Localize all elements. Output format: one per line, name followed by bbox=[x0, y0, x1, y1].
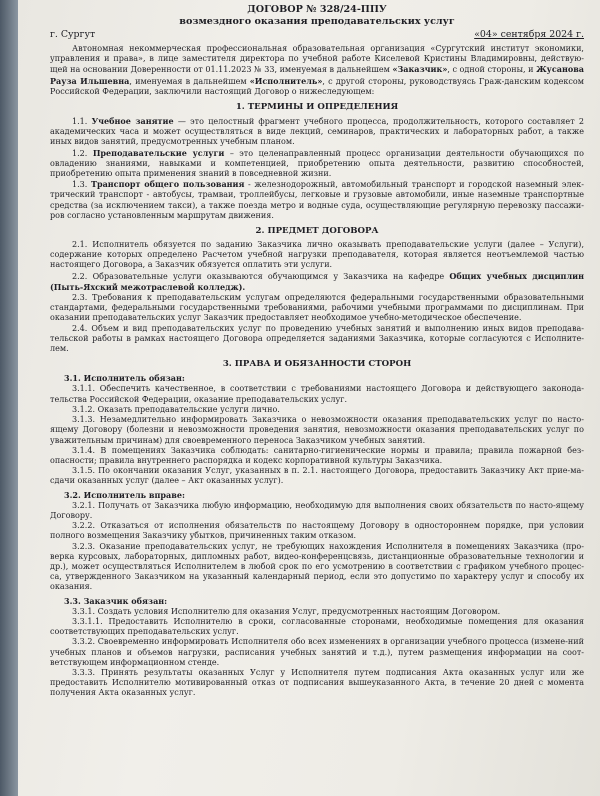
clause-3-2-3: 3.2.3. Оказание преподавательских услуг, не требующих нахождения Исполнителя в помещениях Заказчика (про-верка курсовых, лабораторных, дипломных работ, видео-конференцсвязь, дистанционные образовательные технологии и др.), может осуществляться Исполнителем в любой срок по его усмотрению в соответствии с графиком учебного процес-са, утвержденного Заказчиком на указанный календарный период, если это допустимо по характеру услуг и способу их оказания. bbox=[50, 541, 584, 592]
clause-3-1-5: 3.1.5. По окончании оказания Услуг, указанных в п. 2.1. настоящего Договора, предоставить Заказчику Акт прие-ма-сдачи оказанных услуг (далее – Акт оказанных услуг). bbox=[50, 466, 584, 486]
preamble-part: , именуемая в дальнейшем bbox=[129, 76, 250, 86]
term: Учебное занятие bbox=[91, 116, 174, 127]
clause-3-3-2: 3.3.2. Своевременно информировать Исполнителя обо всех изменениях в организации учебного процесса (измене-ний учебных планов и объемов нагрузки, расписания учебных занятий и т.д.), путем размещения информации на соот-ветствующем информационном стенде. bbox=[50, 637, 584, 667]
clause-3-1-4: 3.1.4. В помещениях Заказчика соблюдать: санитарно-гигиенические нормы и правила; правила пожарной без-опасности; правила внутреннего распорядка и кодекс корпоративной культуры Заказчика. bbox=[50, 445, 584, 465]
term: Преподавательские услуги bbox=[92, 147, 225, 158]
preamble-part: , с одной стороны, и bbox=[447, 65, 537, 75]
subsection-3-1-heading: 3.1. Исполнитель обязан: bbox=[64, 373, 185, 384]
clause-3-3-3: 3.3.3. Принять результаты оказанных Услуг у Исполнителя путем подписания Акта оказанных услуг или же предоставить Исполнителю мотивированный отказ от подписания вышеуказанного Акта, в течение 20 дней с момента получения Акта оказанных услуг. bbox=[50, 667, 584, 698]
clause-1-1 bbox=[50, 116, 584, 148]
department-name: Общих учебных дисциплин (Пыть-Яхский межотраслевой колледж). bbox=[50, 270, 584, 292]
contract-date: «04» сентября 2024 г. bbox=[474, 29, 584, 40]
clause-2-4: 2.4. Объем и вид преподавательских услуг по проведению учебных занятий и выполнению иных видов преподава-тельской работы в рамках настоящего Договора определяется заданиями Заказчика, которые согласуются с Исполните-лем. bbox=[50, 323, 584, 354]
clause-number: 1.2. bbox=[72, 148, 93, 158]
clause-3-2-2: 3.2.2. Отказаться от исполнения обязательств по настоящему Договору в одностороннем порядке, при условии полного возмещения Заказчику убытков, причиненных таким отказом. bbox=[50, 521, 584, 541]
clause-3-1-1: 3.1.1. Обеспечить качественное, в соответствии с требованиями настоящего Договора и действующего законода-тельства Российской Федерации, оказание преподавательских услуг. bbox=[50, 384, 584, 404]
preamble-part: Автономная некоммерческая профессиональная образовательная организация «Сургутский институт экономики, управления и права», в лице заместителя директора по учебной работе Киселевой Кристины Владимировны, действую-щей на основании Доверенности от 01.11.2023 № 33, именуемая в дальнейшем bbox=[50, 44, 584, 75]
clause-number: 1.3. bbox=[72, 180, 91, 190]
city: г. Сургут bbox=[50, 29, 96, 40]
section-2-heading: 2. ПРЕДМЕТ ДОГОВОРА bbox=[255, 226, 379, 237]
subsection-3-2-heading: 3.2. Исполнитель вправе: bbox=[64, 489, 185, 500]
section-1-heading: 1. ТЕРМИНЫ И ОПРЕДЕЛЕНИЯ bbox=[235, 102, 399, 113]
section-3-heading: 3. ПРАВА И ОБЯЗАННОСТИ СТОРОН bbox=[222, 359, 412, 370]
page-edge-shadow bbox=[0, 0, 18, 796]
clause-text: — это целостный фрагмент учебного процесса, продолжительность, которого составляет 2 академических часа и может осуществляться в виде лекций, семинаров, практических и лабораторных работ, а также иных видов занятий, предусмотренных учебным планом. bbox=[50, 117, 585, 147]
clause-2-1: 2.1. Исполнитель обязуется по заданию Заказчика лично оказывать преподавательские услуги (далее – Услуги), содержание которых определено Расчетом учебной нагрузки преподавателя, которая является неотъемлемой частью настоящего Договора, а Заказчик обязуется оплатить эти услуги. bbox=[50, 240, 584, 270]
subsection-3-3-heading: 3.3. Заказчик обязан: bbox=[64, 595, 168, 606]
clause-1-3 bbox=[50, 179, 584, 221]
contract-subtitle: возмездного оказания преподавательских услуг bbox=[179, 15, 455, 27]
contract-page bbox=[18, 0, 600, 796]
clause-text: - железнодорожный, автомобильный транспорт и городской наземный элек-трический транспорт - автобусы, трамваи, троллейбусы, легковые и грузовые автомобили, иные наземные транспортные средства (за исключением такси), а также поезда метро и водные суда, осуществляющие регулярную перевозку пассажи-ров согласно установленным маршрутам движения. bbox=[50, 180, 585, 220]
clause-number: 1.1. bbox=[72, 117, 92, 127]
clause-2-3: 2.3. Требования к преподавательским услугам определяются федеральными государственными образовательными стандартами, федеральными государственными требованиями, рабочими учебными программами по дисциплинам. При оказании преподавательских услуг Заказчик предоставляет необходимое учебно-методическое обеспечение. bbox=[50, 293, 584, 323]
contract-number-title: ДОГОВОР № 328/24-ППУ bbox=[247, 4, 387, 15]
preamble-part: , с другой стороны, руководствуясь Граж-данским кодексом Российской Федерации, заключили настоящий Договор о нижеследующем: bbox=[50, 76, 584, 96]
clause-text: 2.2. Образовательные услуги оказываются обучающимся у Заказчика на кафедре bbox=[72, 271, 450, 281]
clause-3-1-2: 3.1.2. Оказать преподавательские услуги лично. bbox=[72, 404, 280, 414]
clause-2-2 bbox=[50, 271, 584, 293]
clause-3-2-1: 3.2.1. Получать от Заказчика любую информацию, необходимую для выполнения своих обязательств по насто-ящему Договору. bbox=[50, 500, 584, 520]
preamble-executor-name: Жусанова Рауза Ильшевна bbox=[50, 64, 585, 86]
preamble bbox=[50, 44, 584, 97]
clause-3-3-1: 3.3.1. Создать условия Исполнителю для оказания Услуг, предусмотренных настоящим Договором. bbox=[72, 606, 501, 616]
preamble-customer: «Заказчик» bbox=[392, 64, 448, 75]
clause-3-3-1-1: 3.3.1.1. Предоставить Исполнителю в сроки, согласованные сторонами, необходимые помещения для оказания соответствующих преподавательских услуг. bbox=[50, 616, 584, 637]
clause-3-1-3: 3.1.3. Незамедлительно информировать Заказчика о невозможности оказания преподавательских услуг по насто-ящему Договору (болезни и невозможности проведения занятия, невозможности оказания преподавательских услуг по уважительным причинам) для своевременного переноса Заказчиком учебных занятий. bbox=[50, 415, 584, 445]
preamble-executor: «Исполнитель» bbox=[249, 75, 323, 86]
clause-text: – это целенаправленный процесс организации деятельности обучающихся по овладению знаниями, навыками и компетенцией, приобретению опыта деятельности, развитию способностей, приобретению опыта применения знаний в повседневной жизни. bbox=[50, 148, 584, 179]
city-date-line bbox=[50, 29, 584, 41]
term: Транспорт общего пользования bbox=[90, 179, 245, 190]
clause-1-2 bbox=[50, 148, 584, 180]
